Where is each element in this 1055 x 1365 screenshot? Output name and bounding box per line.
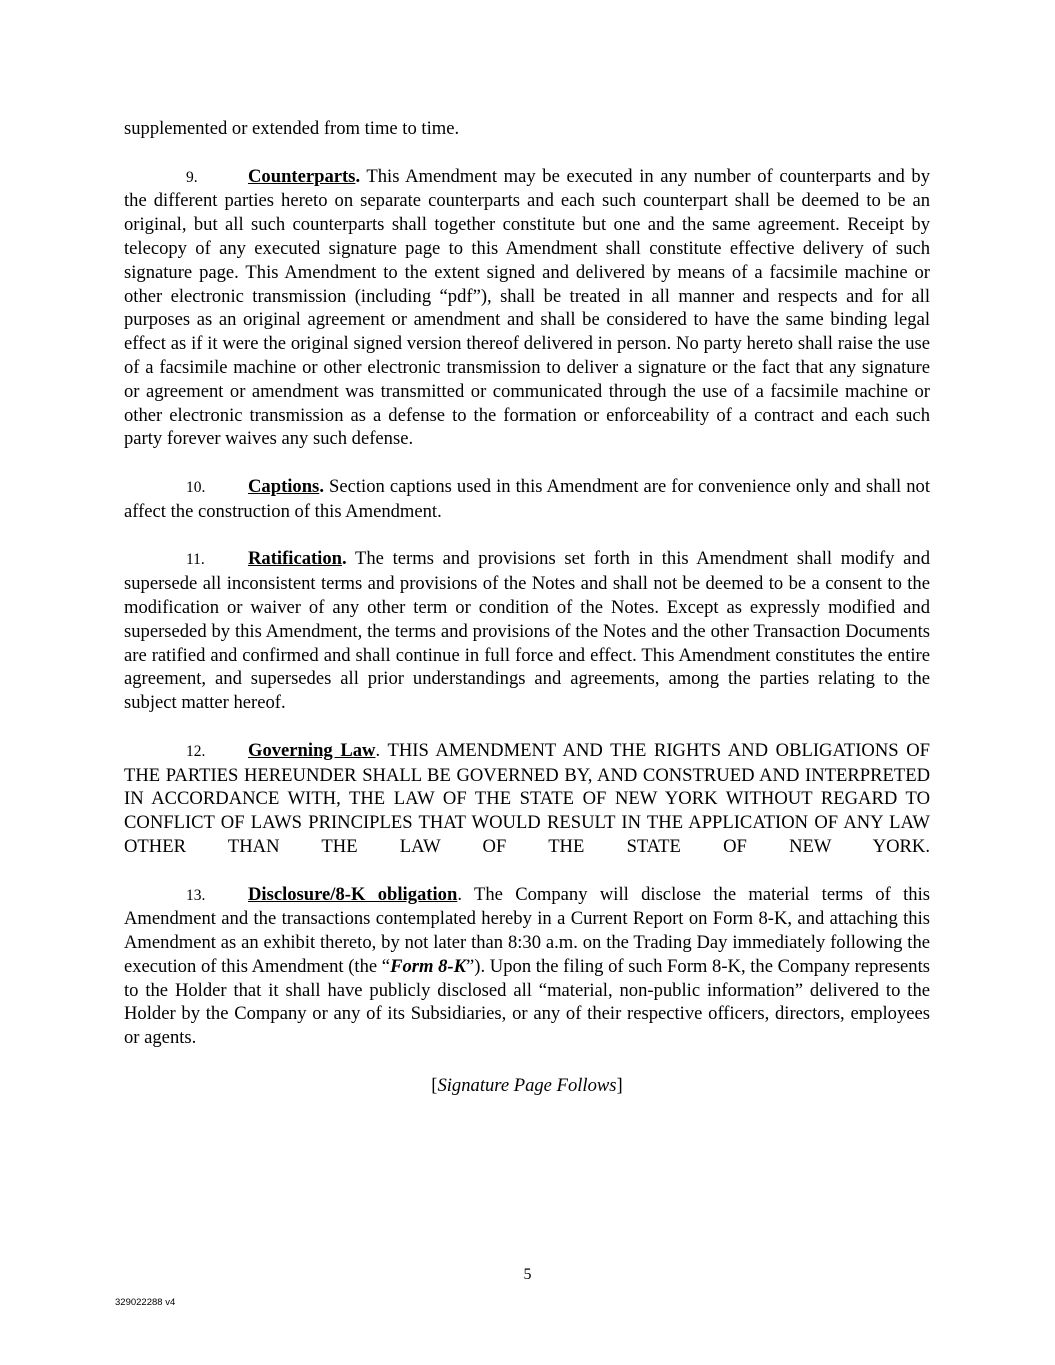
page-number: 5	[523, 1266, 532, 1283]
bracket-close: ]	[616, 1074, 623, 1096]
section-text: The terms and provisions set forth in this Amendment shall modify and supersede all inconsistent terms and provisions of the Notes and shall not be deemed to be a consent to the modification or waiver of any other term or condition of the Notes. Except as expressly modified and superseded by this Amendment, the terms and provisions of the Notes and the other Transaction Documents are ratified and confirmed and shall continue in full force and effect. This Amendment constitutes the entire agreement, and supersedes all prior understandings and agreements, among the parties relating to the subject matter hereof.	[124, 548, 930, 714]
document-body	[124, 117, 930, 1116]
section-title: Disclosure/8-K obligation	[248, 883, 458, 905]
section-title: Governing Law	[248, 739, 376, 761]
section-text-continued: ”). Upon the filing of such Form 8-K, the Company represents to the Holder that it shall have publicly disclosed all “material, non-public information” delivered to the Holder by the Company or any of its Subsidiaries, or any of their respective officers, directors, employees or agents.	[124, 955, 931, 1049]
section-12	[124, 739, 930, 859]
section-title: Counterparts	[248, 165, 356, 187]
bracket-open: [	[431, 1074, 438, 1096]
title-punctuation: .	[342, 548, 347, 570]
section-number: 10.	[186, 478, 206, 496]
continuation-text: supplemented or extended from time to time.	[124, 118, 460, 139]
section-text: . THIS AMENDMENT AND THE RIGHTS AND OBLIGATIONS OF THE PARTIES HEREUNDER SHALL BE GOVERNED BY, AND CONSTRUED AND INTERPRETED IN ACCORDANCE WITH, THE LAW OF THE STATE OF NEW YORK WITHOUT REGARD TO CONFLICT OF LAWS PRINCIPLES THAT WOULD RESULT IN THE APPLICATION OF ANY LAW OTHER THAN THE LAW OF THE STATE OF NEW YORK.	[124, 739, 931, 857]
document-id: 329022288 v4	[115, 1297, 176, 1308]
section-title: Captions	[248, 475, 320, 497]
signature-page-note	[124, 1074, 930, 1098]
section-13	[124, 883, 930, 1051]
section-number: 11.	[186, 551, 205, 569]
defined-term: Form 8-K	[390, 955, 467, 977]
section-11	[124, 547, 930, 715]
section-title: Ratification	[248, 548, 342, 570]
section-number: 12.	[186, 742, 206, 760]
section-number: 13.	[186, 886, 206, 904]
signature-note-text: Signature Page Follows	[437, 1074, 617, 1096]
section-text: This Amendment may be executed in any number of counterparts and by the different parties hereto on separate counterparts and each such counterpart shall be deemed to be an original, but all such counterparts shall together constitute but one and the same agreement. Receipt by telecopy of any executed signature page to this Amendment shall constitute effective delivery of such signature page. This Amendment to the extent signed and delivered by means of a facsimile machine or other electronic transmission (including “pdf”), shall be treated in all manner and respects and for all purposes as an original agreement or amendment and shall be considered to have the same binding legal effect as if it were the original signed version thereof delivered in person. No party hereto shall raise the use of a facsimile machine or other electronic transmission to deliver a signature or the fact that any signature or agreement or amendment was transmitted or communicated through the use of a facsimile machine or other electronic transmission as a defense to the formation or enforceability of a contract and each such party forever waives any such defense.	[124, 165, 930, 450]
section-text: Section captions used in this Amendment are for convenience only and shall not affect the construction of this Amendment.	[124, 475, 930, 522]
title-punctuation: .	[319, 475, 324, 497]
section-9	[124, 165, 930, 452]
title-punctuation: .	[355, 165, 361, 187]
section-number: 9.	[186, 168, 198, 186]
section-text: . The Company will disclose the material terms of this Amendment and the transactions contemplated hereby in a Current Report on Form 8-K, and attaching this Amendment as an exhibit thereto, by not later than 8:30 a.m. on the Trading Day immediately following the execution of this Amendment (the “	[124, 883, 930, 977]
section-10	[124, 475, 930, 524]
